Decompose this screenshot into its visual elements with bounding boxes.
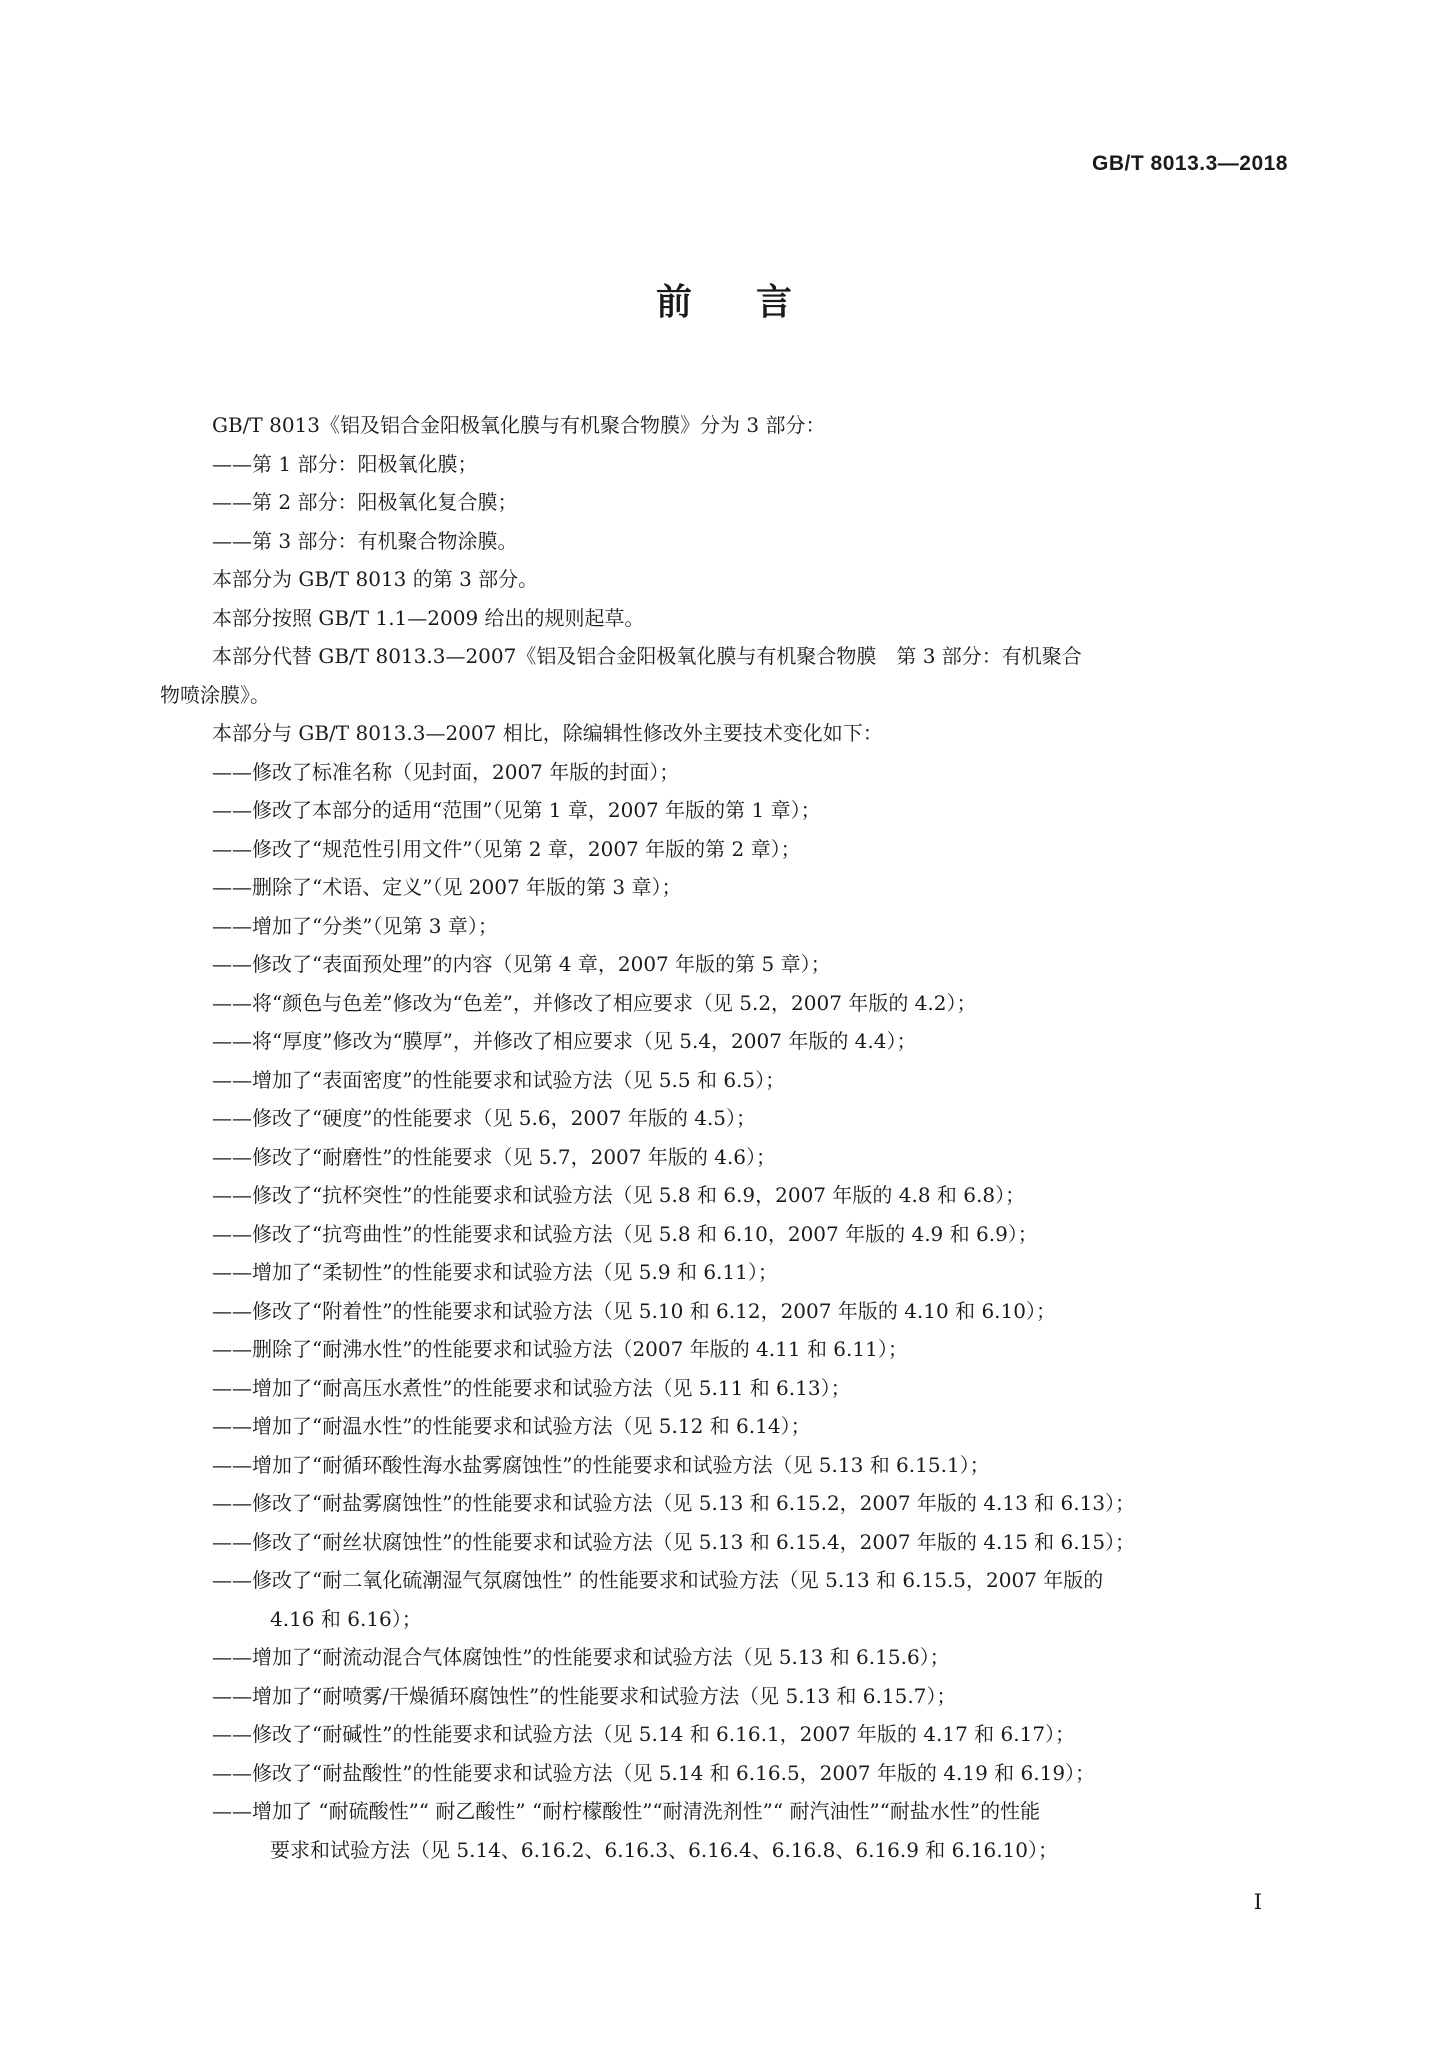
change-list-item: ——增加了“耐循环酸性海水盐雾腐蚀性”的性能要求和试验方法（见 5.13 和 6.15.1）； xyxy=(212,1452,990,1477)
change-list-item: 要求和试验方法（见 5.14、6.16.2、6.16.3、6.16.4、6.16.8、6.16.9 和 6.16.10）； xyxy=(270,1837,1059,1862)
change-list-item: ——增加了“耐流动混合气体腐蚀性”的性能要求和试验方法（见 5.13 和 6.15.6）； xyxy=(212,1645,950,1669)
change-list-item: ——修改了“耐碱性”的性能要求和试验方法（见 5.14 和 6.16.1，2007 年版的 4.17 和 6.17）； xyxy=(212,1722,1076,1746)
change-list-item: ——增加了“耐高压水煮性”的性能要求和试验方法（见 5.11 和 6.13）； xyxy=(212,1375,851,1400)
change-list-item: ——将“颜色与色差”修改为“色差”，并修改了相应要求（见 5.2，2007 年版的 4.2）； xyxy=(212,990,977,1015)
change-list-item: ——修改了“耐磨性”的性能要求（见 5.7，2007 年版的 4.6）； xyxy=(212,1144,777,1169)
change-list-item: ——增加了“耐喷雾/干燥循环腐蚀性”的性能要求和试验方法（见 5.13 和 6.15.7）； xyxy=(212,1683,957,1708)
change-list-item: ——修改了“抗杯突性”的性能要求和试验方法（见 5.8 和 6.9，2007 年版的 4.8 和 6.8）； xyxy=(212,1183,1026,1207)
paragraph-line: 本部分按照 GB/T 1.1—2009 给出的规则起草。 xyxy=(212,605,645,630)
change-list-item: ——第 1 部分：阳极氧化膜； xyxy=(212,451,478,476)
paragraph-line: 本部分与 GB/T 8013.3—2007 相比，除编辑性修改外主要技术变化如下： xyxy=(212,721,883,745)
change-list-item: 4.16 和 6.16）； xyxy=(270,1606,422,1631)
paragraph-line: 物喷涂膜》。 xyxy=(160,682,270,707)
change-list-item: ——修改了“耐二氧化硫潮湿气氛腐蚀性” 的性能要求和试验方法（见 5.13 和 6.15.5，2007 年版的 xyxy=(212,1568,1104,1592)
change-list-item: ——修改了本部分的适用“范围”（见第 1 章，2007 年版的第 1 章）； xyxy=(212,798,821,822)
change-list-item: ——修改了“规范性引用文件”（见第 2 章，2007 年版的第 2 章）； xyxy=(212,836,801,861)
paragraph-line: GB/T 8013《铝及铝合金阳极氧化膜与有机聚合物膜》分为 3 部分： xyxy=(212,413,826,437)
change-list-item: ——修改了“抗弯曲性”的性能要求和试验方法（见 5.8 和 6.10，2007 年版的 4.9 和 6.9）； xyxy=(212,1221,1038,1246)
change-list-item: ——增加了“表面密度”的性能要求和试验方法（见 5.5 和 6.5）； xyxy=(212,1067,786,1092)
change-list-item: ——修改了“耐盐雾腐蚀性”的性能要求和试验方法（见 5.13 和 6.15.2，2007 年版的 4.13 和 6.13）； xyxy=(212,1491,1136,1515)
change-list-item: ——删除了“耐沸水性”的性能要求和试验方法（2007 年版的 4.11 和 6.11）； xyxy=(212,1337,908,1361)
paragraph-line: 本部分代替 GB/T 8013.3—2007《铝及铝合金阳极氧化膜与有机聚合物膜 第 3 部分：有机聚合 xyxy=(212,644,1082,668)
page-title: 前言 xyxy=(655,282,856,323)
change-list-item: ——第 2 部分：阳极氧化复合膜； xyxy=(212,490,518,514)
change-list-item: ——增加了“柔韧性”的性能要求和试验方法（见 5.9 和 6.11）； xyxy=(212,1260,778,1284)
paragraph-line: 本部分为 GB/T 8013 的第 3 部分。 xyxy=(212,567,539,591)
change-list-item: ——修改了“耐丝状腐蚀性”的性能要求和试验方法（见 5.13 和 6.15.4，2007 年版的 4.15 和 6.15）； xyxy=(212,1529,1136,1554)
page-number: I xyxy=(1253,1890,1262,1914)
change-list-item: ——修改了标准名称（见封面，2007 年版的封面）； xyxy=(212,759,680,784)
standard-number: GB/T 8013.3—2018 xyxy=(1092,152,1288,175)
change-list-item: ——增加了“分类”（见第 3 章）； xyxy=(212,913,498,938)
change-list-item: ——修改了“表面预处理”的内容（见第 4 章，2007 年版的第 5 章）； xyxy=(212,952,831,976)
change-list-item: ——修改了“耐盐酸性”的性能要求和试验方法（见 5.14 和 6.16.5，2007 年版的 4.19 和 6.19）； xyxy=(212,1760,1096,1785)
change-list-item: ——修改了“附着性”的性能要求和试验方法（见 5.10 和 6.12，2007 年版的 4.10 和 6.10）； xyxy=(212,1298,1056,1323)
change-list-item: ——第 3 部分：有机聚合物涂膜。 xyxy=(212,528,518,553)
change-list-item: ——删除了“术语、定义”（见 2007 年版的第 3 章）； xyxy=(212,875,682,899)
change-list-item: ——将“厚度”修改为“膜厚”，并修改了相应要求（见 5.4，2007 年版的 4.4）； xyxy=(212,1029,917,1053)
change-list-item: ——增加了 “耐硫酸性”“ 耐乙酸性” “耐柠檬酸性”“耐清洗剂性”“ 耐汽油性”“耐盐水性”的性能 xyxy=(212,1799,1041,1823)
change-list-item: ——增加了“耐温水性”的性能要求和试验方法（见 5.12 和 6.14）； xyxy=(212,1414,811,1438)
change-list-item: ——修改了“硬度”的性能要求（见 5.6，2007 年版的 4.5）； xyxy=(212,1106,757,1130)
foreword-body xyxy=(160,406,1305,1869)
